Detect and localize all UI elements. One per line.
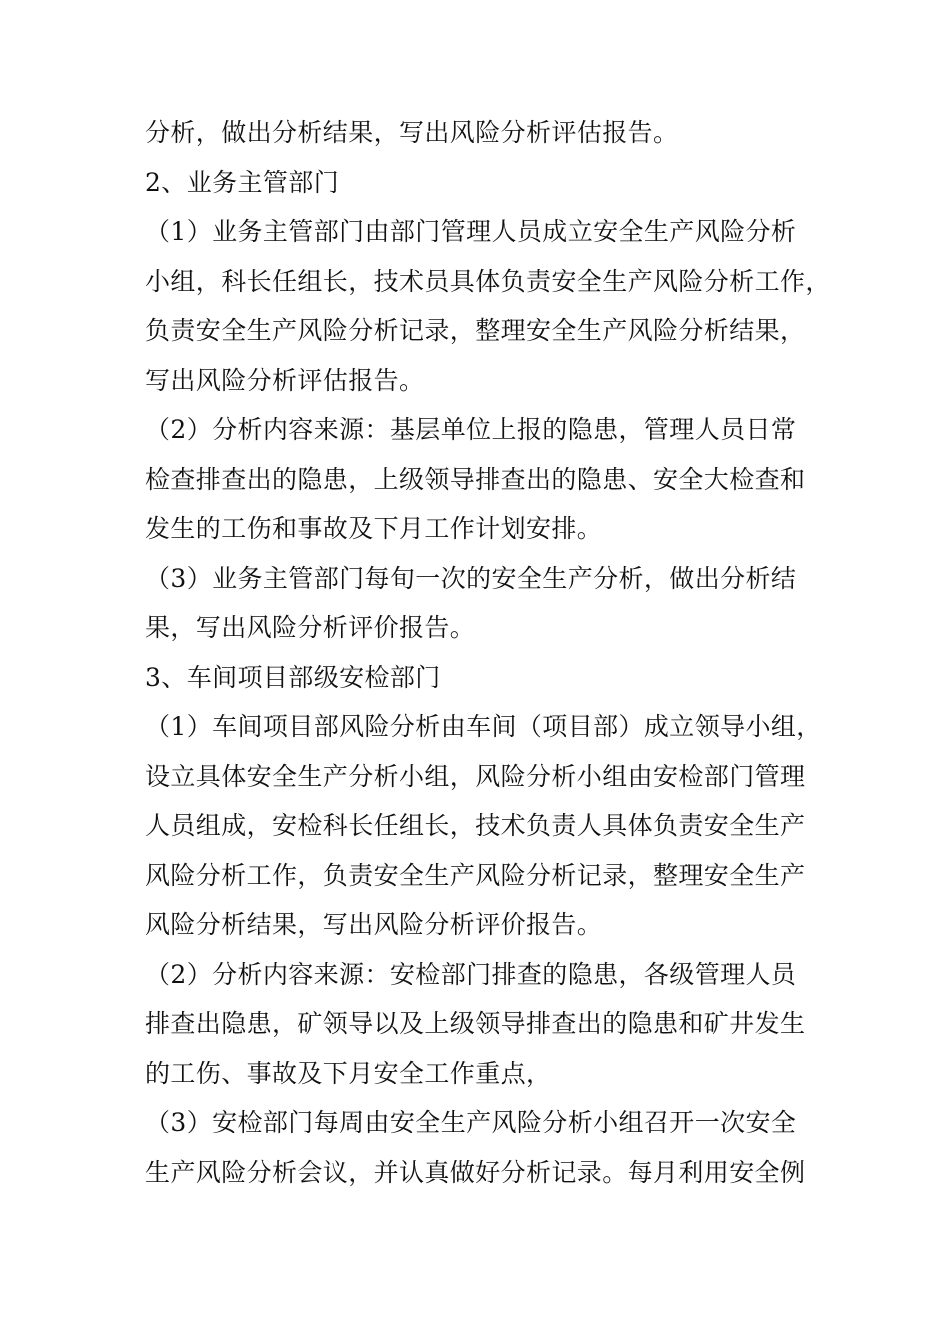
text-line: （1）车间项目部风险分析由车间（项目部）成立领导小组， xyxy=(145,712,822,741)
text-line: 检查排查出的隐患，上级领导排查出的隐患、安全大检查和 xyxy=(145,464,806,494)
text-line: 的工伤、事故及下月安全工作重点， xyxy=(145,1058,552,1088)
text-line: 负责安全生产风险分析记录，整理安全生产风险分析结果， xyxy=(145,316,806,345)
section-heading: 3、车间项目部级安检部门 xyxy=(145,662,441,692)
text-line: 风险分析工作，负责安全生产风险分析记录，整理安全生产 xyxy=(145,860,806,890)
text-line: 分析，做出分析结果，写出风险分析评估报告。 xyxy=(145,118,679,147)
text-line: （1）业务主管部门由部门管理人员成立安全生产风险分析 xyxy=(145,217,797,246)
text-line: 果，写出风险分析评价报告。 xyxy=(145,613,476,642)
text-line: 排查出隐患，矿领导以及上级领导排查出的隐患和矿井发生 xyxy=(145,1009,806,1038)
text-line: （3）业务主管部门每旬一次的安全生产分析，做出分析结 xyxy=(145,563,797,593)
text-line: （2）分析内容来源：安检部门排查的隐患，各级管理人员 xyxy=(145,959,797,989)
text-line: 写出风险分析评估报告。 xyxy=(145,365,425,395)
text-line: 生产风险分析会议，并认真做好分析记录。每月利用安全例 xyxy=(145,1157,806,1187)
section-heading: 2、业务主管部门 xyxy=(145,167,340,197)
document-body xyxy=(145,108,835,1197)
text-line: 小组，科长任组长，技术员具体负责安全生产风险分析工作， xyxy=(145,266,831,296)
text-line: （3）安检部门每周由安全生产风险分析小组召开一次安全 xyxy=(145,1108,797,1137)
text-line: 设立具体安全生产分析小组，风险分析小组由安检部门管理 xyxy=(145,761,806,791)
text-line: 发生的工伤和事故及下月工作计划安排。 xyxy=(145,514,603,543)
text-line: （2）分析内容来源：基层单位上报的隐患，管理人员日常 xyxy=(145,415,797,444)
text-line: 风险分析结果，写出风险分析评价报告。 xyxy=(145,910,603,939)
text-line: 人员组成，安检科长任组长，技术负责人具体负责安全生产 xyxy=(145,811,806,840)
